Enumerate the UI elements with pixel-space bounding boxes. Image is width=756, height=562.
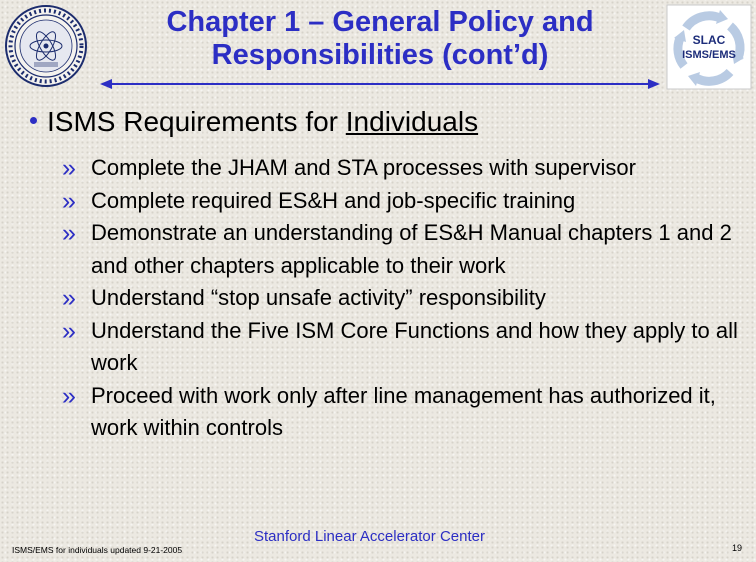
list-item [62,185,742,218]
footer-organization: Stanford Linear Accelerator Center [254,528,485,545]
page-number: 19 [732,543,743,553]
slide-title-line1: Chapter 1 – General Policy and [166,6,594,38]
section-heading-text: ISMS Requirements for [47,106,346,137]
logo-text-isms-ems: ISMS/EMS [682,49,736,61]
chevron-bullet-icon: » [62,154,76,182]
requirements-list [62,152,742,445]
list-item-text: Understand “stop unsafe activity” responsibility [91,285,546,310]
chevron-bullet-icon: » [62,186,76,215]
chevron-bullet-icon: » [62,284,76,312]
chevron-bullet-icon: » [62,219,76,247]
list-item [62,282,742,315]
list-item-text: Understand the Five ISM Core Functions and how they apply to all work [91,317,738,375]
bullet-dot-icon [30,117,37,124]
section-heading-underlined: Individuals [345,106,479,137]
seal-logo [4,4,88,88]
list-item [62,315,742,380]
list-item-text: Complete the JHAM and STA processes with supervisor [91,155,636,180]
chevron-bullet-icon: » [62,316,76,345]
title-divider [100,74,660,94]
list-item [62,380,742,445]
list-item [62,217,742,282]
slide-title [100,6,660,72]
section-heading [30,106,478,138]
list-item-text: Proceed with work only after line management has authorized it, work within controls [91,382,716,440]
slide-title-line2: Responsibilities (cont’d) [211,39,549,71]
logo-text-slac: SLAC [692,33,726,47]
list-item [62,152,742,185]
list-item-text: Demonstrate an understanding of ES&H Manual chapters 1 and 2 and other chapters applicable to their work [91,220,732,278]
slac-isms-ems-logo [666,4,752,90]
chevron-bullet-icon: » [62,381,76,410]
list-item-text: Complete required ES&H and job-specific training [91,187,576,213]
footer-document-label: ISMS/EMS for individuals updated 9-21-2005 [12,545,183,555]
